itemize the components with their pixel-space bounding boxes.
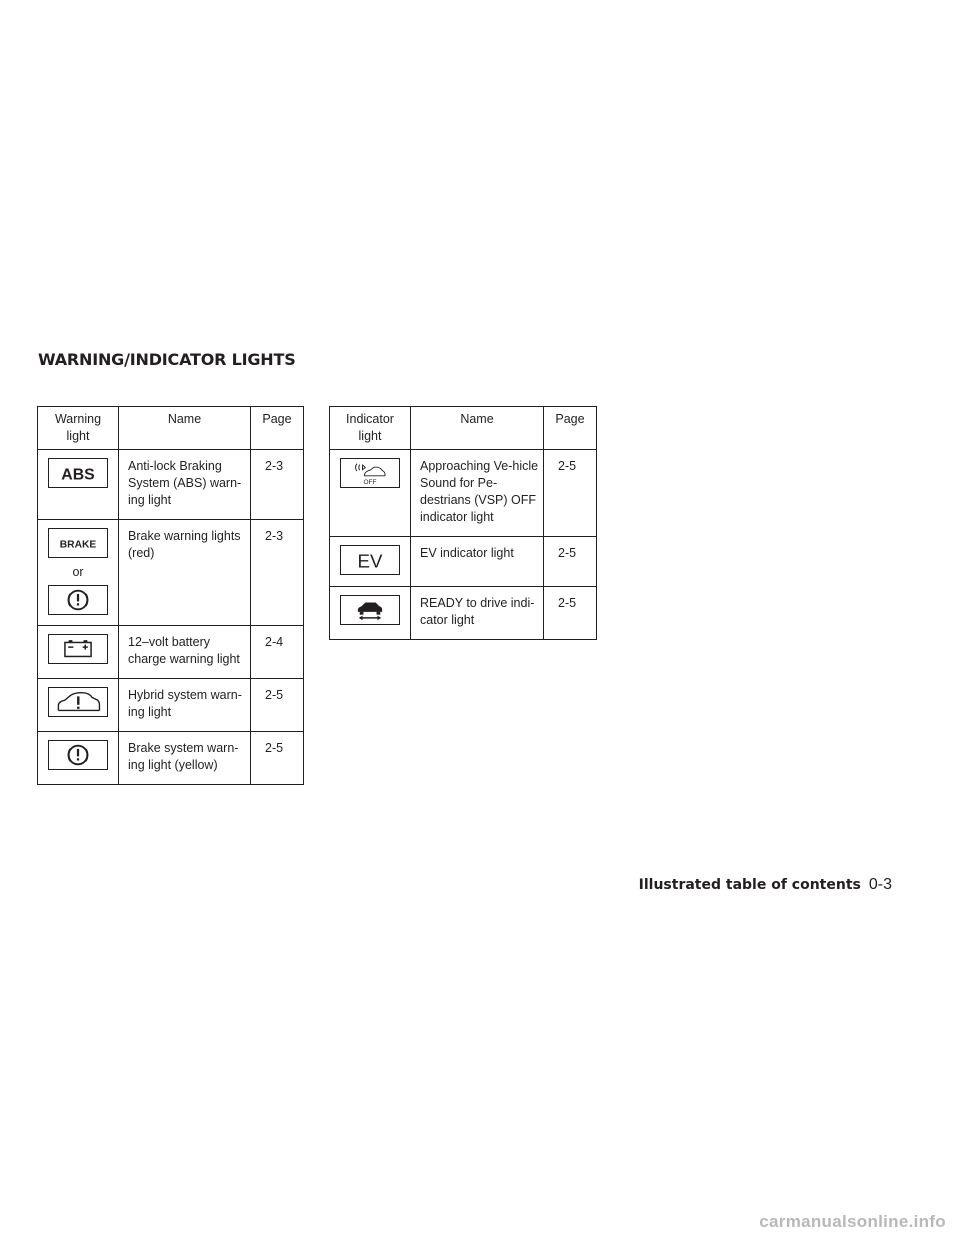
brake-circle-icon [48, 740, 108, 770]
table-row [330, 537, 597, 587]
name-header: Name [411, 407, 544, 450]
page-number: 2-5 [544, 537, 597, 587]
indicator-light-header: Indicator light [330, 407, 411, 450]
page-header: Page [544, 407, 597, 450]
footer-page-number: 0-3 [868, 876, 892, 893]
warning-light-header: Warning light [38, 407, 119, 450]
or-separator: or [72, 565, 84, 579]
light-name: READY to drive indi-cator light [411, 587, 544, 640]
section-title: WARNING/INDICATOR LIGHTS [38, 350, 296, 369]
abs-icon [48, 458, 108, 488]
ev-icon-text: EV [357, 550, 383, 572]
light-name: EV indicator light [411, 537, 544, 587]
vsp-off-icon [340, 458, 400, 488]
page-number: 2-5 [251, 732, 304, 785]
light-name: 12–volt battery charge warning light [119, 626, 251, 679]
light-name: Brake warning lights (red) [119, 520, 251, 626]
hybrid-system-icon [48, 687, 108, 717]
brake-circle-icon [48, 585, 108, 615]
warning-lights-table [37, 406, 304, 785]
name-header: Name [119, 407, 251, 450]
page-header: Page [251, 407, 304, 450]
ready-car-icon [340, 595, 400, 625]
indicator-lights-table [329, 406, 597, 640]
brake-icon-text: BRAKE [59, 539, 97, 551]
page-number: 2-4 [251, 626, 304, 679]
page-number: 2-3 [251, 520, 304, 626]
table-row [38, 679, 304, 732]
table-row [38, 450, 304, 520]
table-row [330, 587, 597, 640]
footer-title: Illustrated table of contents [638, 877, 861, 893]
watermark: carmanualsonline.info [759, 1212, 946, 1231]
page-number: 2-3 [251, 450, 304, 520]
light-name: Hybrid system warn-ing light [119, 679, 251, 732]
light-name: Approaching Ve-hicle Sound for Pe-destrians (VSP) OFF indicator light [411, 450, 544, 537]
table-row [38, 732, 304, 785]
table-row [38, 626, 304, 679]
light-name: Brake system warn-ing light (yellow) [119, 732, 251, 785]
page-number: 2-5 [251, 679, 304, 732]
page-number: 2-5 [544, 587, 597, 640]
brake-icon [48, 528, 108, 558]
table-row [330, 450, 597, 537]
ev-icon [340, 545, 400, 575]
abs-icon-text: ABS [61, 466, 95, 484]
light-name: Anti-lock Braking System (ABS) warn-ing light [119, 450, 251, 520]
vsp-off-icon-text: OFF [363, 479, 377, 487]
page-footer [639, 876, 892, 894]
battery-icon [48, 634, 108, 664]
page-number: 2-5 [544, 450, 597, 537]
table-row [38, 520, 304, 626]
